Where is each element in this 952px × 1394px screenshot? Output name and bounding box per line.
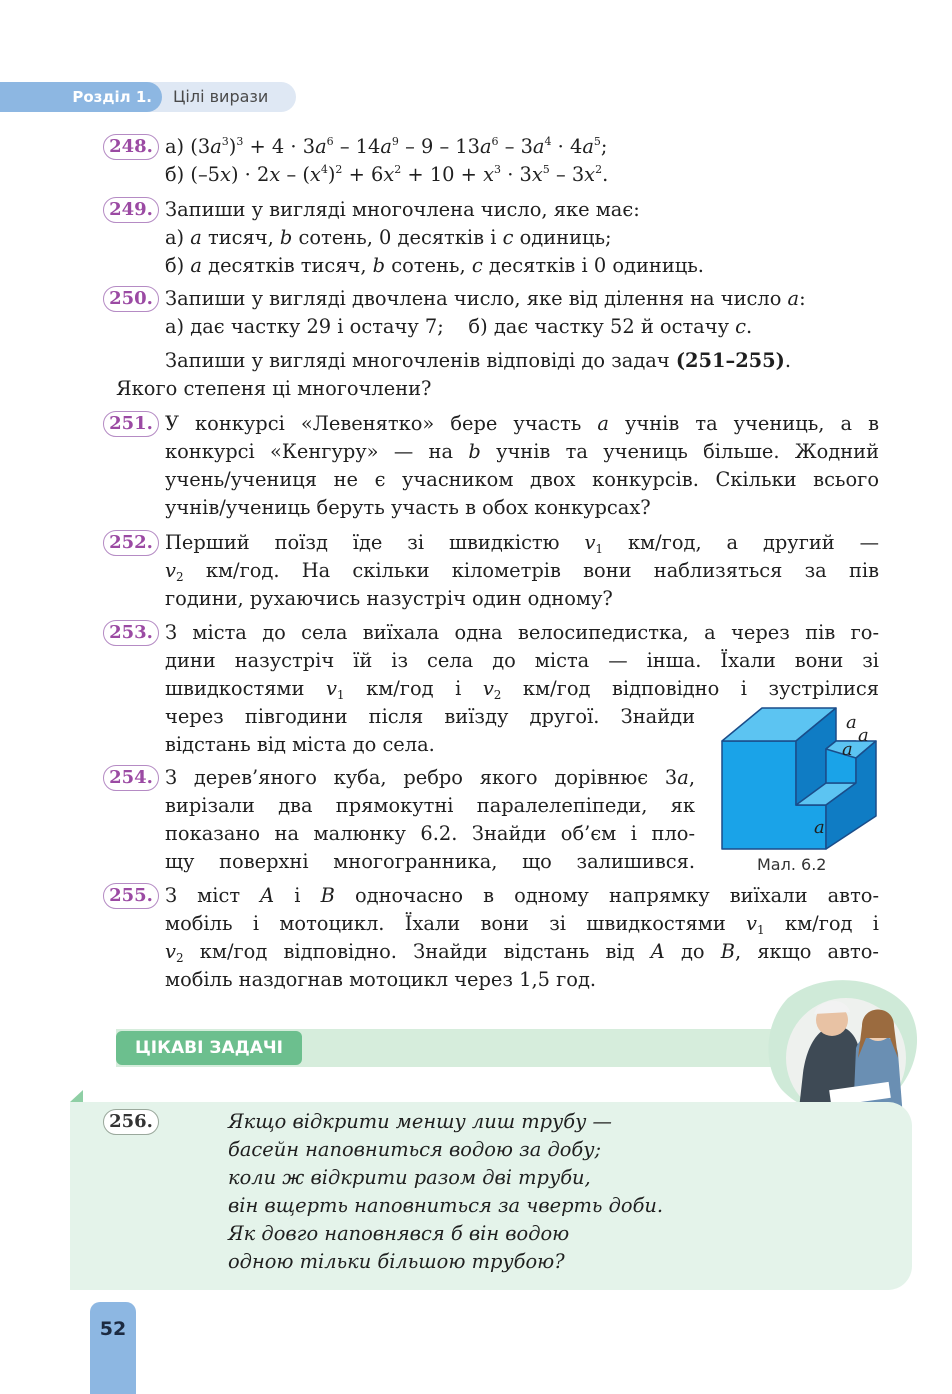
section-instruction-line2: Якого степеня ці многочлени?: [116, 377, 432, 400]
poem-line-1: Якщо відкрити меншу лиш трубу —: [228, 1110, 612, 1133]
section-instruction: Запиши у вигляді многочленів відповіді до задач (251–255).: [165, 349, 792, 372]
problem-248-a: а) $(3a^3)^3 + 4 \cdot 3a^6 - 14a^9 - 9 - 13a^6 - 3a^4 \cdot 4a^5$;: [165, 135, 608, 158]
problem-255-line2: мобіль і мотоцикл. Їхали вони зі швидкостями $v_1$ км/год і: [165, 912, 879, 937]
problem-number-252: 252.: [103, 530, 159, 556]
problem-250-text: Запиши у вигляді двочлена число, яке від ділення на число a:: [165, 287, 806, 310]
problem-255-line1: З міст A і B одночасно в одному напрямку виїхали авто-: [165, 884, 880, 907]
green-box-corner: [70, 1090, 83, 1102]
problem-252-line1: Перший поїзд їде зі швидкістю $v_1$ км/год, а другий —: [165, 531, 880, 556]
problem-251-line1: У конкурсі «Левенятко» бере участь a учнів та учениць, а в: [165, 412, 879, 435]
problem-254-line3: показано на малюнку 6.2. Знайди об’єм і пло-: [165, 822, 695, 845]
problem-253-line3: швидкостями $v_1$ км/год і $v_2$ км/год відповідно і зустрілися: [165, 677, 880, 702]
figure-caption: Мал. 6.2: [757, 855, 827, 874]
problem-254-line2: вирізали два прямокутні паралелепіпеди, як: [165, 794, 695, 817]
problem-255-line4: мобіль наздогнав мотоцикл через 1,5 год.: [165, 968, 597, 991]
problem-251-line3: учень/учениця не є учасником двох конкурсів. Скільки всього: [165, 468, 879, 491]
problem-253-line4: через півгодини після виїзду другої. Знайди: [165, 705, 695, 728]
problem-249-b: б) a десятків тисяч, b сотень, c десятків і 0 одиниць.: [165, 254, 704, 277]
poem-line-3: коли ж відкрити разом дві труби,: [228, 1166, 591, 1189]
problem-255-line3: $v_2$ км/год відповідно. Знайди відстань від A до B, якщо авто-: [165, 940, 879, 965]
edge-label-a-2: a: [858, 725, 869, 746]
problem-251-line2: конкурсі «Кенгуру» — на b учнів та учениць більше. Жодний: [165, 440, 880, 463]
poem-line-2: басейн наповниться водою за добу;: [228, 1138, 602, 1161]
page-number-tab: [90, 1302, 136, 1394]
problem-253-line1: З міста до села виїхала одна велосипедистка, а через пів го-: [165, 621, 879, 644]
problem-249-a: а) a тисяч, b сотень, 0 десятків і c одиниць;: [165, 226, 612, 249]
problem-250-a: а) дає частку 29 і остачу 7; б) дає частку 52 й остачу c.: [165, 315, 753, 338]
problem-number-250: 250.: [103, 286, 159, 312]
problem-253-line5: відстань від міста до села.: [165, 733, 435, 756]
problem-number-253: 253.: [103, 620, 159, 646]
interesting-banner-label: ЦІКАВІ ЗАДАЧІ: [116, 1031, 302, 1065]
problem-251-line4: учнів/учениць беруть участь в обох конкурсах?: [165, 496, 651, 519]
problem-number-256: 256.: [103, 1109, 159, 1135]
problem-number-255: 255.: [103, 883, 159, 909]
students-photo: [768, 978, 918, 1118]
problem-249-text: Запиши у вигляді многочлена число, яке має:: [165, 198, 640, 221]
problem-254-line1: З дерев’яного куба, ребро якого дорівнює 3a,: [165, 766, 695, 789]
poem-line-6: одною тільки більшою трубою?: [228, 1250, 565, 1273]
problem-number-248: 248.: [103, 134, 159, 160]
section-label: Розділ 1.: [0, 82, 162, 112]
edge-label-a-3: a: [842, 739, 853, 760]
problem-253-line2: дини назустріч їй із села до міста — інша. Їхали вони зі: [165, 649, 879, 672]
problem-252-line3: години, рухаючись назустріч один одному?: [165, 587, 613, 610]
problem-252-line2: $v_2$ км/год. На скільки кілометрів вони наблизяться за пів: [165, 559, 879, 584]
problem-number-254: 254.: [103, 765, 159, 791]
edge-label-a-4: a: [814, 817, 825, 838]
problem-number-249: 249.: [103, 197, 159, 223]
cube-figure: [716, 706, 882, 856]
problem-number-251: 251.: [103, 411, 159, 437]
section-topic: Цілі вирази: [173, 87, 269, 106]
problem-254-line4: щу поверхні многогранника, що залишився.: [165, 850, 695, 873]
edge-label-a-1: a: [846, 712, 857, 733]
problem-248-b: б) $(-5x) \cdot 2x - (x^4)^2 + 6x^2 + 10 + x^3 \cdot 3x^5 - 3x^2$.: [165, 163, 609, 186]
page-number: 52: [99, 1318, 127, 1340]
poem-line-5: Як довго наповнявся б він водою: [228, 1222, 570, 1245]
poem-line-4: він вщерть наповниться за чверть доби.: [228, 1194, 664, 1217]
